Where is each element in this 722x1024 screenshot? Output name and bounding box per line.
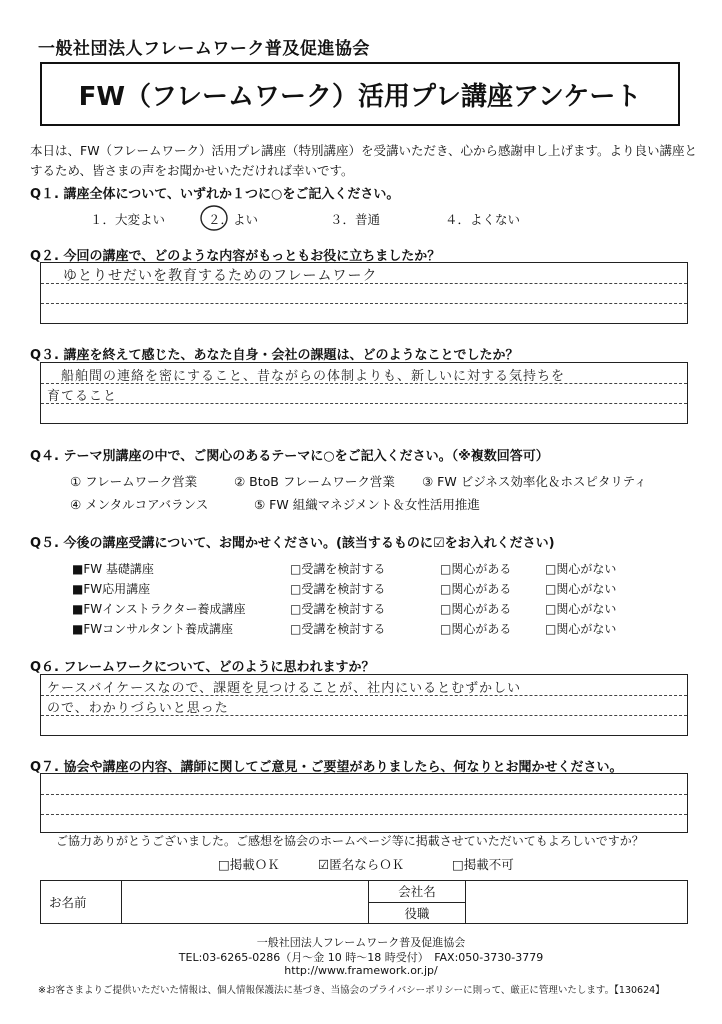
name-label: お名前 [49,895,87,910]
survey-title-text: FW（フレームワーク）活用プレ講座アンケート [78,81,642,112]
q5-course-1-not-interested[interactable]: □関心がない [545,562,617,576]
q7-answer-box[interactable] [40,773,688,833]
q2-answer-line-1: ゆとりせだいを教育するためのフレームワーク [63,268,378,284]
consent-question: ご協力ありがとうございました。ご感想を協会のホームページ等に掲載させていただいてもよろしいですか？ [56,834,644,848]
q5-course-2-not-interested[interactable]: □関心がない [545,582,617,596]
name-table [40,880,688,924]
position-label-cell [369,902,466,924]
q5-course-2-interested[interactable]: □関心がある [440,582,512,596]
q5-course-3-not-interested[interactable]: □関心がない [545,602,617,616]
q4-theme-1[interactable]: ① フレームワーク営業 [70,474,198,489]
footer-url[interactable]: http://www.framework.or.jp/ [284,964,438,977]
company-label-cell [369,881,466,903]
q4-theme-3[interactable]: ③ FW ビジネス効率化＆ホスピタリティ [422,474,647,489]
q5-course-3: ■FWインストラクター養成講座 [72,602,246,616]
q3-answer-line-1: 船舶間の連絡を密にすること、昔ながらの体制よりも、新しいに対する気持ちを [47,369,566,384]
q5-course-1-interested[interactable]: □関心がある [440,562,512,576]
q4-theme-5[interactable]: ⑤ FW 組織マネジメント＆女性活用推進 [254,497,480,512]
q3-answer-box[interactable] [40,362,688,424]
q1-option-3[interactable]: ３．普通 [330,212,381,227]
q5-course-2: ■FW応用講座 [72,582,151,596]
q5-course-3-consider[interactable]: □受講を検討する [290,602,386,616]
q5-course-3-interested[interactable]: □関心がある [440,602,512,616]
q1-option-4[interactable]: ４．よくない [445,212,521,227]
q6-answer-line-1: ケースバイケースなので、課題を見つけることが、社内にいるとむずかしい [47,681,522,696]
q3-answer-line-2: 育てること [47,389,118,404]
q4-theme-4[interactable]: ④ メンタルコアバランス [70,497,209,512]
company-position-field[interactable] [466,881,688,924]
q5-course-2-consider[interactable]: □受講を検討する [290,582,386,596]
q2-label: Q２. 今回の講座で、どのような内容がもっともお役に立ちましたか？ [30,249,441,264]
q5-label: Q５. 今後の講座受講について、お聞かせください。(該当するものに☑をお入れください) [30,536,555,551]
q4-theme-2[interactable]: ② BtoB フレームワーク営業 [234,474,395,489]
footer-privacy-note: ※お客さまよりご提供いただいた情報は、個人情報保護法に基づき、当協会のプライバシーポリシーに則って、厳正に管理いたします。【130624】 [38,985,665,996]
consent-option-no[interactable]: □掲載不可 [452,857,514,872]
intro-text: 本日は、FW（フレームワーク）活用プレ講座（特別講座）を受講いただき、心から感謝申し上げます。より良い講座とするため、皆さまの声をお聞かせいただければ幸いです。 [30,143,698,178]
q5-course-4-not-interested[interactable]: □関心がない [545,622,617,636]
q3-label: Q３. 講座を終えて感じた、あなた自身・会社の課題は、どのようなことでしたか？ [30,348,519,363]
q1-option-1[interactable]: １．大変よい [90,212,166,227]
consent-option-ok[interactable]: □掲載ＯＫ [218,857,280,872]
q5-course-1: ■FW 基礎講座 [72,562,154,576]
q5-course-4-consider[interactable]: □受講を検討する [290,622,386,636]
name-label-cell [41,881,122,924]
org-header: 一般社団法人フレームワーク普及促進協会 [38,39,370,59]
q2-answer-box[interactable] [40,262,688,324]
q5-course-1-consider[interactable]: □受講を検討する [290,562,386,576]
q1-option-2-label: ２．よい [208,212,259,227]
position-label: 役職 [404,905,430,921]
name-field[interactable] [122,881,369,924]
q6-answer-box[interactable] [40,674,688,736]
q4-label: Q４. テーマ別講座の中で、ご関心のあるテーマに○をご記入ください。（※複数回答可） [30,449,549,464]
footer-tel: TEL:03-6265-0286（月～金 10 時～18 時受付） FAX:050-3730-3779 [178,951,544,964]
company-label: 会社名 [398,884,436,900]
selection-circle-icon [198,203,230,233]
consent-option-anonymous[interactable]: ☑匿名ならＯＫ [318,857,405,872]
footer-org: 一般社団法人フレームワーク普及促進協会 [256,936,466,949]
q5-course-4: ■FWコンサルタント養成講座 [72,622,234,636]
survey-title [40,62,680,126]
q6-label: Q６. フレームワークについて、どのように思われますか？ [30,660,375,675]
q5-course-4-interested[interactable]: □関心がある [440,622,512,636]
q6-answer-line-2: ので、わかりづらいと思った [47,701,229,716]
q7-label: Q７. 協会や講座の内容、講師に関してご意見・ご要望がありましたら、何なりとお聞かせください。 [30,760,623,775]
q1-label: Q１. 講座全体について、いずれか１つに○をご記入ください。 [30,187,400,202]
